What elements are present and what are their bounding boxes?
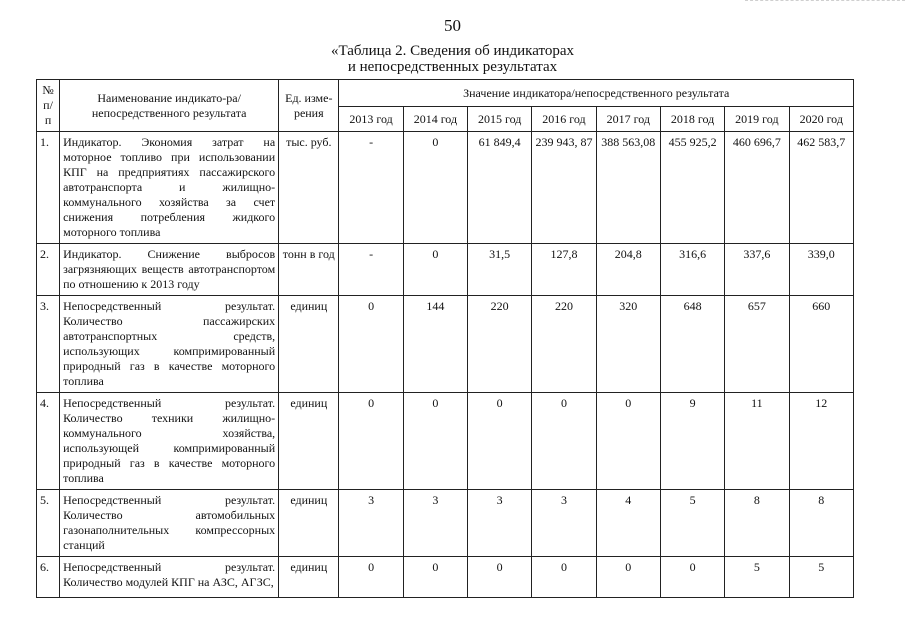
row-number: 4. xyxy=(37,393,60,490)
row-value: 204,8 xyxy=(596,244,660,296)
row-value: 0 xyxy=(468,557,532,598)
header-year: 2015 год xyxy=(468,107,532,132)
row-value: 61 849,4 xyxy=(468,132,532,244)
row-value: 0 xyxy=(403,557,467,598)
header-year: 2020 год xyxy=(789,107,853,132)
header-year: 2019 год xyxy=(725,107,789,132)
row-value: 657 xyxy=(725,296,789,393)
row-value: 320 xyxy=(596,296,660,393)
row-value: 3 xyxy=(339,490,403,557)
header-year: 2013 год xyxy=(339,107,403,132)
header-value-group: Значение индикатора/непосредственного результата xyxy=(339,80,854,107)
row-number: 2. xyxy=(37,244,60,296)
row-value: 220 xyxy=(532,296,596,393)
row-value: 460 696,7 xyxy=(725,132,789,244)
row-value: 5 xyxy=(725,557,789,598)
row-value: 0 xyxy=(339,557,403,598)
table-title xyxy=(0,43,905,75)
row-value: 239 943, 87 xyxy=(532,132,596,244)
page-number: 50 xyxy=(444,16,461,35)
row-number: 5. xyxy=(37,490,60,557)
row-value: 0 xyxy=(403,393,467,490)
row-unit: тыс. руб. xyxy=(279,132,339,244)
row-value: 3 xyxy=(532,490,596,557)
table-row xyxy=(37,132,854,244)
row-value: 220 xyxy=(468,296,532,393)
table-row xyxy=(37,296,854,393)
row-name: Индикатор. Снижение выбросов загрязняющих веществ автотранспортом по отношению к 2013 году xyxy=(60,244,279,296)
row-value: 0 xyxy=(532,393,596,490)
row-value: 648 xyxy=(660,296,724,393)
row-value: 0 xyxy=(339,393,403,490)
header-unit: Ед. изме-рения xyxy=(279,80,339,132)
row-value: 337,6 xyxy=(725,244,789,296)
row-value: 0 xyxy=(403,244,467,296)
row-value: - xyxy=(339,244,403,296)
scan-edge-mark xyxy=(745,0,905,4)
row-number: 6. xyxy=(37,557,60,598)
row-value: 339,0 xyxy=(789,244,853,296)
row-value: 660 xyxy=(789,296,853,393)
row-value: 5 xyxy=(660,490,724,557)
header-year: 2018 год xyxy=(660,107,724,132)
table-row xyxy=(37,490,854,557)
row-number: 3. xyxy=(37,296,60,393)
row-value: 127,8 xyxy=(532,244,596,296)
row-name: Непосредственный результат. Количество модулей КПГ на АЗС, АГЗС, xyxy=(60,557,279,598)
row-value: 31,5 xyxy=(468,244,532,296)
header-name: Наименование индикато-ра/непосредственного результата xyxy=(60,80,279,132)
row-value: - xyxy=(339,132,403,244)
row-value: 4 xyxy=(596,490,660,557)
row-value: 0 xyxy=(403,132,467,244)
table-row xyxy=(37,557,854,598)
row-value: 8 xyxy=(725,490,789,557)
table-title-line-1: «Таблица 2. Сведения об индикаторах xyxy=(330,43,575,59)
row-value: 11 xyxy=(725,393,789,490)
row-value: 0 xyxy=(532,557,596,598)
row-value: 0 xyxy=(660,557,724,598)
header-num: № п/п xyxy=(37,80,60,132)
row-name: Индикатор. Экономия затрат на моторное топливо при использовании КПГ на предприятиях пассажирского автотранспорта и жилищно-коммунального хозяйства за счет снижения потребления жидкого моторного топлива xyxy=(60,132,279,244)
row-value: 0 xyxy=(596,557,660,598)
table-row xyxy=(37,393,854,490)
row-name: Непосредственный результат. Количество автомобильных газонаполнительных компрессорных станций xyxy=(60,490,279,557)
row-value: 0 xyxy=(339,296,403,393)
row-value: 12 xyxy=(789,393,853,490)
indicators-table xyxy=(36,79,854,598)
row-unit: единиц xyxy=(279,490,339,557)
row-value: 455 925,2 xyxy=(660,132,724,244)
table-row xyxy=(37,244,854,296)
row-name: Непосредственный результат. Количество пассажирских автотранспортных средств, использующих компримированный природный газ в качестве моторного топлива xyxy=(60,296,279,393)
row-value: 388 563,08 xyxy=(596,132,660,244)
row-value: 3 xyxy=(403,490,467,557)
row-value: 144 xyxy=(403,296,467,393)
row-unit: единиц xyxy=(279,557,339,598)
row-value: 3 xyxy=(468,490,532,557)
row-value: 9 xyxy=(660,393,724,490)
row-value: 8 xyxy=(789,490,853,557)
row-unit: тонн в год xyxy=(279,244,339,296)
table-title-line-2: и непосредственных результатах xyxy=(347,59,558,75)
row-value: 316,6 xyxy=(660,244,724,296)
header-year: 2014 год xyxy=(403,107,467,132)
row-value: 0 xyxy=(596,393,660,490)
row-unit: единиц xyxy=(279,393,339,490)
row-value: 5 xyxy=(789,557,853,598)
row-unit: единиц xyxy=(279,296,339,393)
row-value: 462 583,7 xyxy=(789,132,853,244)
header-year: 2017 год xyxy=(596,107,660,132)
row-name: Непосредственный результат. Количество техники жилищно-коммунального хозяйства, использующей компримированный природный газ в качестве моторного топлива xyxy=(60,393,279,490)
row-number: 1. xyxy=(37,132,60,244)
row-value: 0 xyxy=(468,393,532,490)
header-year: 2016 год xyxy=(532,107,596,132)
